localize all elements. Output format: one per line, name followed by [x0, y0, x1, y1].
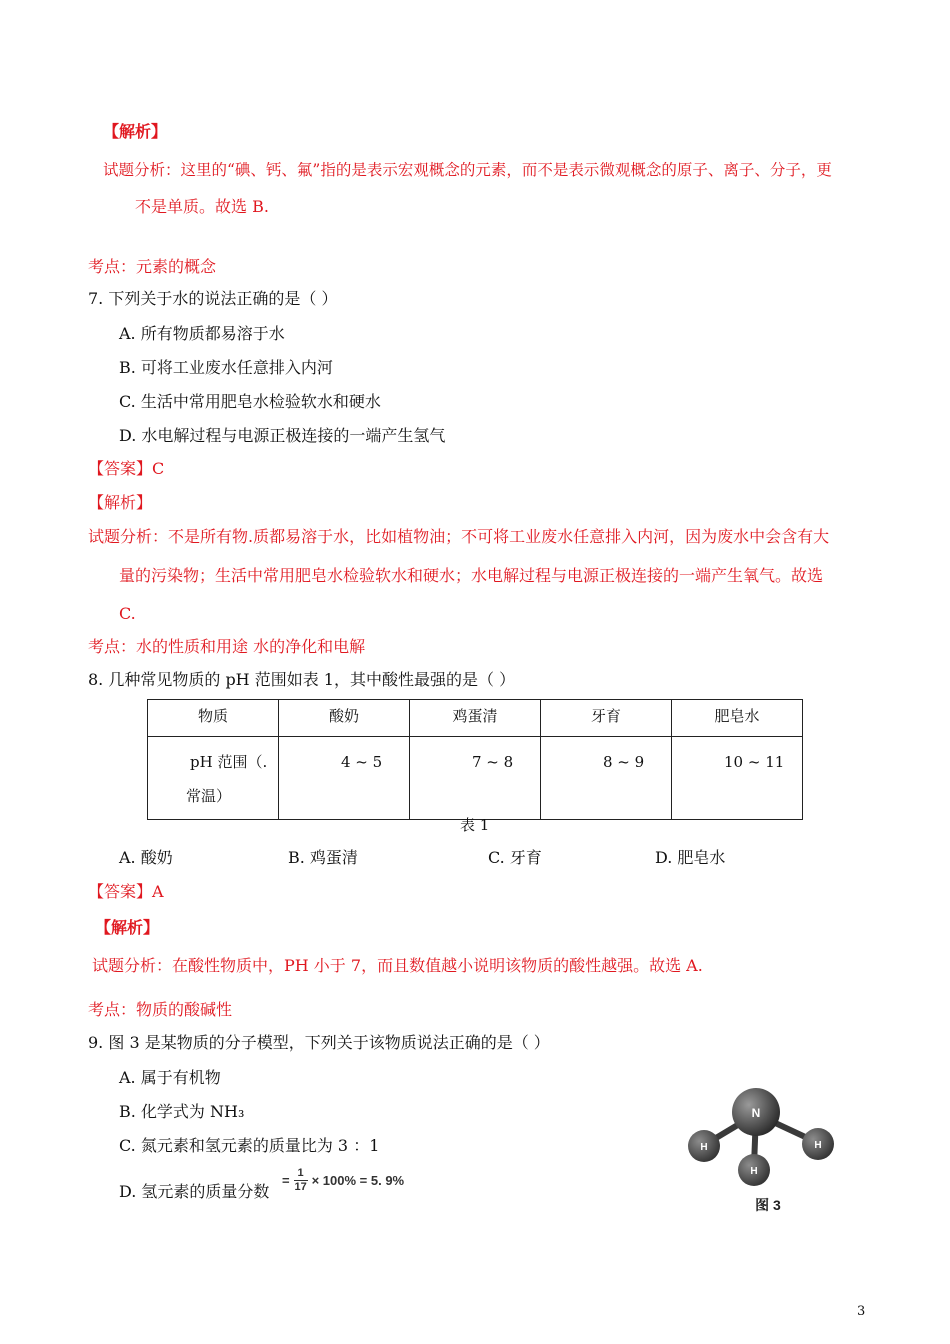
q9-option-a: A. 属于有机物: [119, 1068, 221, 1087]
ph-row-label-line2: 常温）: [186, 787, 232, 805]
ammonia-molecule-figure: [668, 1078, 858, 1218]
ph-table-cell: 8 ~ 9: [541, 737, 672, 820]
q7-option-d: D. 水电解过程与电源正极连接的一端产生氢气: [119, 426, 446, 445]
hydrogen-atom-left: [688, 1130, 720, 1162]
q7-option-b: B. 可将工业废水任意排入内河: [119, 358, 333, 377]
page-number: 3: [857, 1304, 866, 1319]
q9-option-c: C. 氮元素和氢元素的质量比为 3 ：1: [119, 1136, 380, 1155]
nitrogen-label: N: [751, 1106, 761, 1120]
q8-analysis-label: 【解析】: [95, 918, 160, 937]
table-caption: 表 1: [460, 816, 490, 834]
q8-point: 考点：物质的酸碱性: [88, 1000, 233, 1019]
q6-analysis-label: 【解析】: [103, 122, 168, 141]
q8-answer: 【答案】A: [88, 882, 164, 901]
q8-stem: 8. 几种常见物质的 pH 范围如表 1，其中酸性最强的是（ ）: [88, 670, 516, 689]
q7-stem: 7. 下列关于水的说法正确的是（ ）: [88, 289, 338, 308]
q6-analysis-line2: 不是单质。故选 B.: [135, 197, 269, 216]
ph-table-cell: 7 ~ 8: [410, 737, 541, 820]
q7-analysis-line1: 试题分析：不是所有物.质都易溶于水，比如植物油；不可将工业废水任意排入内河，因为废水中会含有大: [88, 527, 830, 546]
hydrogen-atom-right: [802, 1128, 834, 1160]
q8-option-c: C. 牙育: [488, 848, 542, 867]
q7-point: 考点：水的性质和用途 水的净化和电解: [88, 637, 366, 656]
q9-option-b: B. 化学式为 NH₃: [119, 1102, 245, 1121]
formula-equals: =: [282, 1172, 290, 1188]
ph-row-label-line1: pH 范围（.: [190, 753, 268, 771]
q7-option-c: C. 生活中常用肥皂水检验软水和硬水: [119, 392, 381, 411]
ph-table-header: 鸡蛋清: [410, 700, 541, 737]
hydrogen-label: H: [700, 1142, 708, 1153]
q6-point: 考点：元素的概念: [88, 257, 217, 276]
q8-option-a: A. 酸奶: [119, 848, 173, 867]
formula-denominator: 17: [294, 1180, 307, 1193]
ph-table: [147, 699, 803, 820]
q6-analysis-line1: 试题分析：这里的“碘、钙、氟”指的是表示宏观概念的元素，而不是表示微观概念的原子、离子、分子，更: [103, 161, 832, 179]
mass-fraction-formula: [282, 1168, 404, 1192]
q9-stem: 9. 图 3 是某物质的分子模型，下列关于该物质说法正确的是（ ）: [88, 1033, 550, 1052]
q7-analysis-label: 【解析】: [88, 493, 153, 512]
formula-fraction: [294, 1168, 308, 1193]
hydrogen-atom-bottom: [738, 1154, 770, 1186]
formula-numerator: 1: [297, 1166, 304, 1179]
q9-option-d: D. 氢元素的质量分数: [119, 1182, 270, 1201]
q8-analysis-line1: 试题分析：在酸性物质中，PH 小于 7，而且数值越小说明该物质的酸性越强。故选 A.: [92, 956, 703, 975]
hydrogen-label: H: [750, 1166, 758, 1177]
nitrogen-atom: [732, 1088, 780, 1136]
ph-table-cell: 10 ~ 11: [672, 737, 803, 820]
ph-table-header: 物质: [148, 700, 279, 737]
ph-table-value-row: [148, 737, 803, 820]
ph-table-header: 肥皂水: [672, 700, 803, 737]
q7-option-a: A. 所有物质都易溶于水: [119, 324, 285, 343]
q7-analysis-line2: 量的污染物；生活中常用肥皂水检验软水和硬水；水电解过程与电源正极连接的一端产生氧气。故选: [119, 566, 824, 585]
formula-rest: × 100% = 5. 9%: [311, 1172, 405, 1188]
q7-answer: 【答案】C: [88, 459, 165, 478]
q7-analysis-line3: C.: [119, 604, 136, 623]
q8-option-d: D. 肥皂水: [655, 848, 726, 867]
figure-caption: 图 3: [755, 1197, 781, 1213]
ph-table-row-label: [148, 737, 279, 820]
ph-table-header: 酸奶: [279, 700, 410, 737]
ph-table-header: 牙育: [541, 700, 672, 737]
ph-table-header-row: [148, 700, 803, 737]
q8-option-b: B. 鸡蛋清: [288, 848, 358, 867]
hydrogen-label: H: [814, 1140, 822, 1151]
ph-table-cell: 4 ~ 5: [279, 737, 410, 820]
